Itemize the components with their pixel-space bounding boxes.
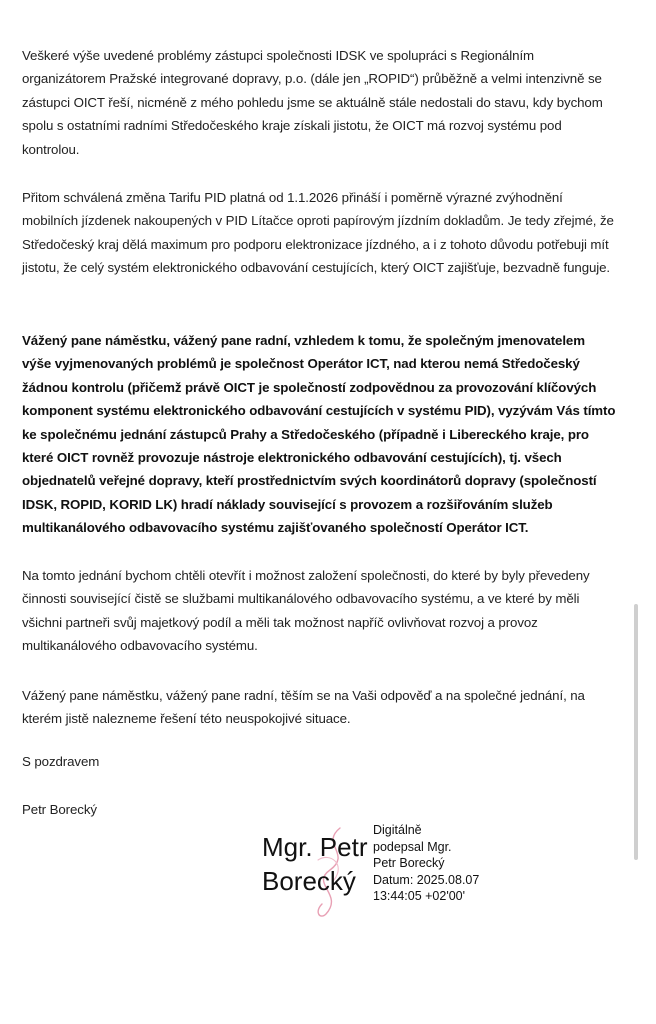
paragraph-call-for-meeting: Vážený pane náměstku, vážený pane radní, vzhledem k tomu, že společným jmenovatelem výše vyjmenovaných problémů je společnost Operátor ICT, nad kterou nemá Středočeský žádnou kontrolu (přičemž právě OICT je společností zodpovědnou za provozování klíčových komponent systému elektronického odbavování cestujících v systému PID), vyzývám Vás tímto ke společnému jednání zástupců Prahy a Středočeského (případně i Libereckého kraje, pro které OICT rovněž provozuje nástroje elektronického odbavování cestujících), tj. všech objednatelů veřejné dopravy, kteří prostřednictvím svých koordinátorů dopravy (společností IDSK, ROPID, KORID LK) hradí náklady související s provozem a rozšiřováním služeb multikanálového odbavovacího systému zajišťovaného společností Operátor ICT.	[22, 333, 616, 536]
signature-name-line2: Borecký	[262, 866, 356, 896]
signature-name-line1: Mgr. Petr	[262, 832, 368, 862]
signature-date: Datum: 2025.08.07	[373, 872, 480, 887]
paragraph-tariff-change: Přitom schválená změna Tarifu PID platná od 1.1.2026 přináší i poměrně výrazné zvýhodnění mobilních jízdenek nakoupených v PID Lítačce oproti papírovým jízdním dokladům. Je tedy zřejmé, že Středočeský kraj dělá maximum pro podporu elektronizace jízdného, a i z tohoto důvodu potřebuji mít jistotu, že celý systém elektronického odbavování cestujících, který OICT zajišťuje, bezvadně funguje.	[22, 190, 614, 276]
closing-greeting: S pozdravem	[22, 754, 100, 769]
paragraph-closing-remark: Vážený pane náměstku, vážený pane radní, těším se na Vaši odpověď a na společné jednání, na kterém jistě nalezneme řešení této neuspokojivé situace.	[22, 688, 585, 727]
signature-detail-line: podepsal Mgr.	[373, 839, 452, 854]
author-name: Petr Borecký	[22, 802, 97, 817]
paragraph-problems-summary: Veškeré výše uvedené problémy zástupci společnosti IDSK ve spolupráci s Regionálním organizátorem Pražské integrované dopravy, p.o. (dále jen „ROPID“) průběžně a velmi intenzivně se zástupci OICT řeší, nicméně z mého pohledu jsme se aktuálně stále nedostali do stavu, kdy bychom spolu s ostatními radními Středočeského kraje získali jistotu, že OICT má rozvoj systému pod kontrolou.	[22, 48, 603, 157]
signature-details	[373, 822, 479, 905]
signature-detail-line: Petr Borecký	[373, 856, 445, 870]
paragraph-company-proposal: Na tomto jednání bychom chtěli otevřít i možnost založení společnosti, do které by byly převedeny činnosti související čistě se službami multikanálového odbavovacího systému, a ve které by měli všichni partneři svůj majetkový podíl a měli tak možnost napříč ovlivňovat rozvoj a provoz multikanálového odbavovacího systému.	[22, 568, 590, 654]
signature-time: 13:44:05 +02'00'	[373, 889, 466, 903]
signature-detail-line: Digitálně	[373, 823, 422, 837]
vertical-scrollbar[interactable]	[634, 604, 638, 860]
signature-name	[262, 830, 367, 898]
